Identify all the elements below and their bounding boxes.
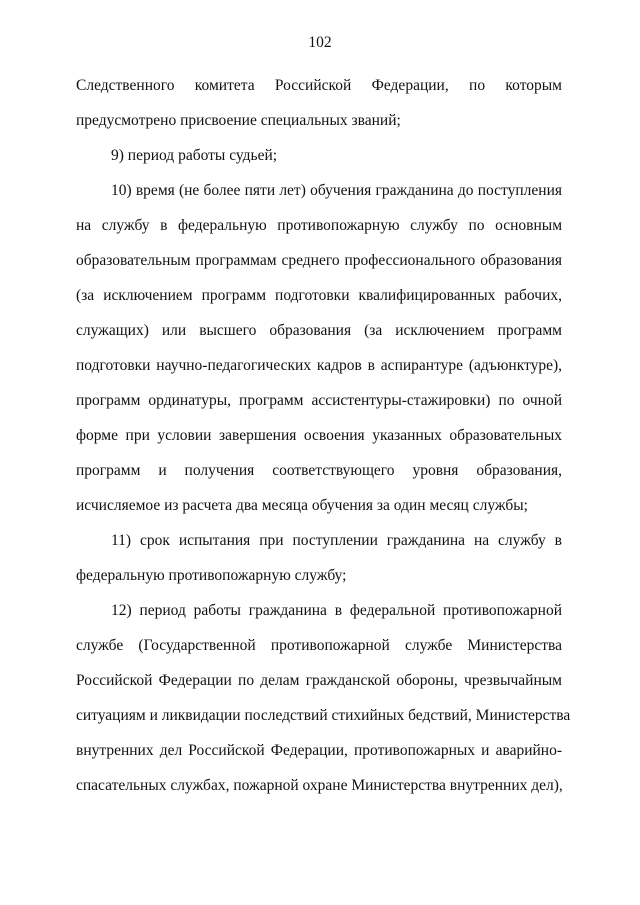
text-line: служащих) или высшего образования (за исключением программ	[76, 322, 562, 339]
paragraph-continuation	[76, 68, 562, 138]
text-line: на службу в федеральную противопожарную службу по основным	[76, 217, 562, 234]
text-line: внутренних дел Российской Федерации, противопожарных и аварийно-	[76, 742, 562, 759]
text-line: службе (Государственной противопожарной службе Министерства	[76, 637, 562, 654]
text-line: спасательных службах, пожарной охране Министерства внутренних дел),	[76, 777, 563, 794]
text-line: подготовки научно-педагогических кадров в аспирантуре (адъюнктуре),	[76, 357, 562, 374]
text-line: (за исключением программ подготовки квалифицированных рабочих,	[76, 287, 562, 304]
text-line: 9) период работы судьей;	[111, 147, 278, 164]
text-line: Российской Федерации по делам гражданской обороны, чрезвычайным	[76, 672, 562, 689]
text-line: образовательным программам среднего профессионального образования	[76, 252, 562, 269]
paragraph-item-12	[76, 593, 571, 803]
text-line: 11) срок испытания при поступлении гражданина на службу в	[111, 532, 562, 549]
paragraph-item-10	[76, 173, 562, 523]
text-line: программ ординатуры, программ ассистентуры-стажировки) по очной	[76, 392, 562, 409]
paragraph-item-9	[76, 138, 562, 173]
page-number: 102	[308, 34, 332, 51]
text-line: исчисляемое из расчета два месяца обучения за один месяц службы;	[76, 497, 528, 514]
text-line: Следственного комитета Российской Федерации, по которым	[76, 77, 562, 94]
paragraph-item-11	[76, 523, 562, 593]
text-line: 12) период работы гражданина в федеральной противопожарной	[111, 602, 562, 619]
text-line: предусмотрено присвоение специальных званий;	[76, 112, 401, 129]
text-line: федеральную противопожарную службу;	[76, 567, 347, 584]
text-line: программ и получения соответствующего уровня образования,	[76, 462, 562, 479]
text-line: ситуациям и ликвидации последствий стихийных бедствий, Министерства	[76, 707, 571, 724]
text-line: форме при условии завершения освоения указанных образовательных	[76, 427, 562, 444]
document-body	[76, 68, 571, 803]
text-line: 10) время (не более пяти лет) обучения гражданина до поступления	[111, 182, 562, 199]
